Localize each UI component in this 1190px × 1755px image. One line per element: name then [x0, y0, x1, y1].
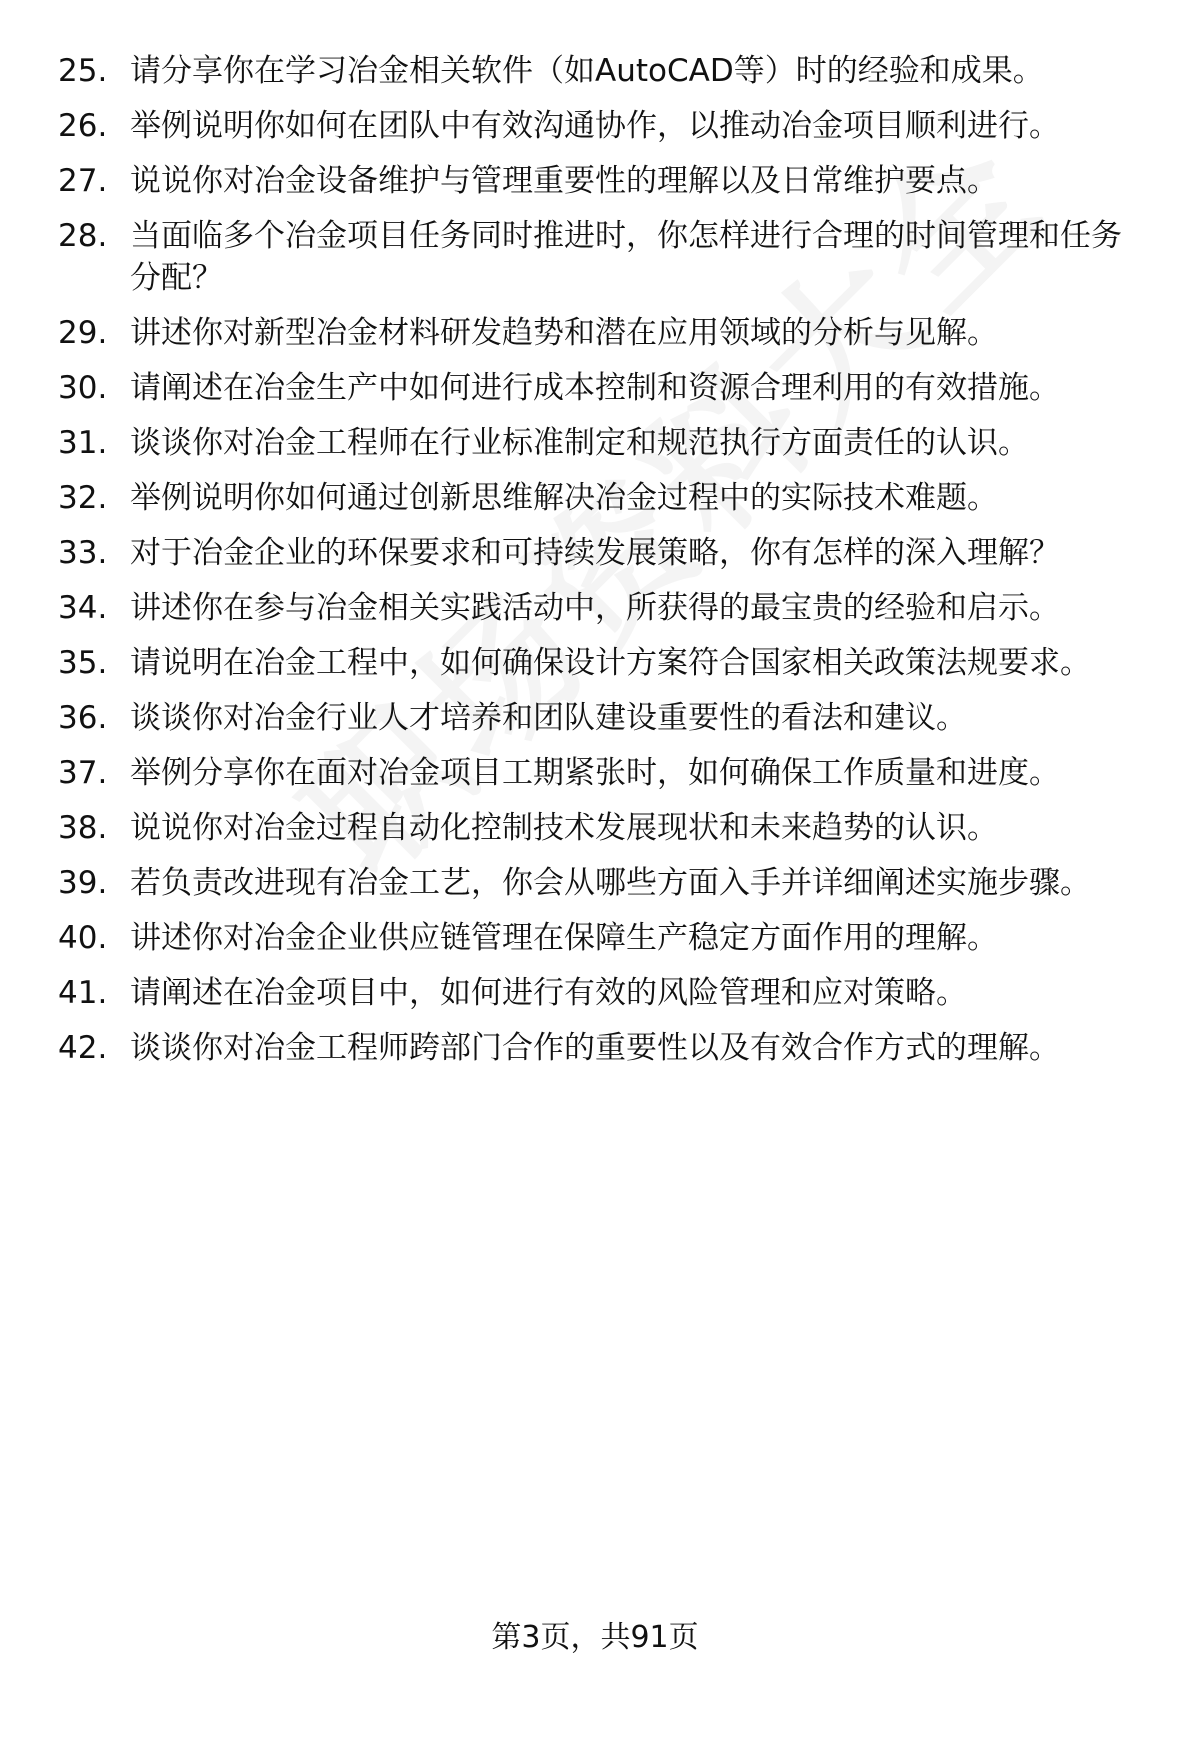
question-text: 当面临多个冶金项目任务同时推进时，你怎样进行合理的时间管理和任务分配？	[130, 218, 1122, 296]
question-item	[58, 972, 1148, 1014]
question-item	[58, 862, 1148, 904]
question-number: 42.	[58, 1030, 108, 1066]
question-item	[58, 532, 1148, 574]
question-list	[58, 50, 1148, 1082]
question-item	[58, 477, 1148, 519]
question-text: 请阐述在冶金生产中如何进行成本控制和资源合理利用的有效措施。	[130, 370, 1060, 406]
question-text: 讲述你对冶金企业供应链管理在保障生产稳定方面作用的理解。	[130, 920, 998, 956]
question-number: 33.	[58, 535, 108, 571]
question-text: 举例说明你如何通过创新思维解决冶金过程中的实际技术难题。	[130, 480, 998, 516]
question-item	[58, 50, 1148, 92]
question-number: 27.	[58, 163, 108, 199]
question-number: 37.	[58, 755, 108, 791]
question-text: 请阐述在冶金项目中，如何进行有效的风险管理和应对策略。	[130, 975, 967, 1011]
question-item	[58, 215, 1148, 299]
question-number: 36.	[58, 700, 108, 736]
question-item	[58, 587, 1148, 629]
question-number: 30.	[58, 370, 108, 406]
question-number: 35.	[58, 645, 108, 681]
question-number: 29.	[58, 315, 108, 351]
question-number: 26.	[58, 108, 108, 144]
question-item	[58, 422, 1148, 464]
question-number: 34.	[58, 590, 108, 626]
question-text: 举例分享你在面对冶金项目工期紧张时，如何确保工作质量和进度。	[130, 755, 1060, 791]
question-item	[58, 105, 1148, 147]
question-item	[58, 917, 1148, 959]
question-item	[58, 1027, 1148, 1069]
question-number: 39.	[58, 865, 108, 901]
question-text: 讲述你对新型冶金材料研发趋势和潜在应用领域的分析与见解。	[130, 315, 998, 351]
question-number: 32.	[58, 480, 108, 516]
question-text: 请分享你在学习冶金相关软件（如AutoCAD等）时的经验和成果。	[130, 53, 1044, 89]
question-item	[58, 367, 1148, 409]
question-item	[58, 160, 1148, 202]
question-number: 31.	[58, 425, 108, 461]
question-text: 讲述你在参与冶金相关实践活动中，所获得的最宝贵的经验和启示。	[130, 590, 1060, 626]
question-text: 谈谈你对冶金行业人才培养和团队建设重要性的看法和建议。	[130, 700, 967, 736]
question-number: 25.	[58, 53, 108, 89]
question-text: 谈谈你对冶金工程师在行业标准制定和规范执行方面责任的认识。	[130, 425, 1029, 461]
question-item	[58, 697, 1148, 739]
question-item	[58, 807, 1148, 849]
question-number: 41.	[58, 975, 108, 1011]
question-item	[58, 752, 1148, 794]
question-item	[58, 312, 1148, 354]
question-text: 说说你对冶金过程自动化控制技术发展现状和未来趋势的认识。	[130, 810, 998, 846]
question-number: 38.	[58, 810, 108, 846]
question-text: 请说明在冶金工程中，如何确保设计方案符合国家相关政策法规要求。	[130, 645, 1091, 681]
question-text: 举例说明你如何在团队中有效沟通协作，以推动冶金项目顺利进行。	[130, 108, 1060, 144]
question-item	[58, 642, 1148, 684]
question-text: 对于冶金企业的环保要求和可持续发展策略，你有怎样的深入理解？	[130, 535, 1060, 571]
question-number: 40.	[58, 920, 108, 956]
question-text: 说说你对冶金设备维护与管理重要性的理解以及日常维护要点。	[130, 163, 998, 199]
question-text: 谈谈你对冶金工程师跨部门合作的重要性以及有效合作方式的理解。	[130, 1030, 1060, 1066]
question-number: 28.	[58, 218, 108, 254]
question-text: 若负责改进现有冶金工艺，你会从哪些方面入手并详细阐述实施步骤。	[130, 865, 1091, 901]
page-indicator: 第3页，共91页	[491, 1620, 699, 1655]
